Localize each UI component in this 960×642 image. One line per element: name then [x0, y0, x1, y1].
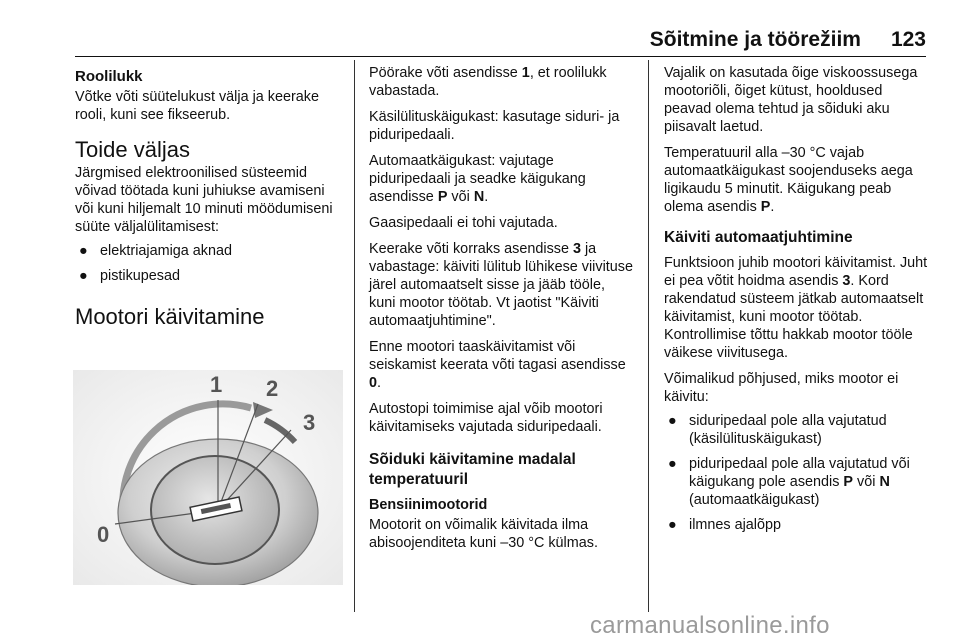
paragraph-bensiin: Mootorit on võimalik käivitada ilma abisoojenditeta kuni –30 °C külmas. [369, 517, 598, 551]
section-title-auto-start: Käiviti automaatjuhtimine [664, 229, 853, 246]
bullet-icon: ● [668, 413, 677, 429]
bullet-icon: ● [79, 243, 88, 259]
paragraph-turn-key: Pöörake võti asendisse 1, et roolilukk vabastada. [369, 65, 607, 99]
label-position-0: 0 [97, 522, 110, 547]
paragraph-autostop: Autostopi toimimise ajal võib mootori käivitamiseks vajutada siduripedaali. [369, 401, 603, 435]
label-position-1: 1 [210, 372, 223, 397]
paragraph-restart: Enne mootori taaskäivitamist või seiskamist keerata võti tagasi asendisse 0. [369, 339, 626, 391]
list-item: ● elektriajamiga aknad [79, 243, 232, 259]
column-divider-2 [648, 60, 649, 612]
column-divider-1 [354, 60, 355, 612]
column-2 [369, 64, 635, 560]
section-title-roolilukk: Roolilukk [75, 68, 143, 85]
bullet-list-reasons [664, 412, 930, 534]
column-3 [664, 64, 930, 542]
watermark: carmanualsonline.info [590, 612, 830, 639]
section-title-toide: Toide väljas [75, 137, 190, 162]
bullet-icon: ● [79, 268, 88, 284]
section-title-mootori: Mootori käivitamine [75, 304, 265, 329]
paragraph-toide: Järgmised elektroonilised süsteemid võivad töötada kuni juhiukse avamiseni või kuni hiljemalt 10 minuti möödumiseni süüte väljalülitamisest: [75, 165, 333, 235]
bullet-icon: ● [668, 456, 677, 472]
label-position-2: 2 [266, 376, 279, 401]
paragraph-manual: Käsilülituskäigukast: kasutage siduri- ja piduripedaali. [369, 109, 620, 143]
paragraph-reasons: Võimalikud põhjused, miks mootor ei käivitu: [664, 371, 899, 405]
paragraph-temperature: Temperatuuril alla –30 °C vajab automaatkäigukast soojenduseks aega ligikaudu 5 minutit. Käigukang peab olema asendis P. [664, 145, 913, 215]
subsection-title-bensiin: Bensiinimootorid [369, 497, 488, 513]
list-item: ● siduripedaal pole alla vajutatud (käsilülituskäigukast) [668, 413, 887, 447]
paragraph-accelerator: Gaasipedaali ei tohi vajutada. [369, 215, 558, 231]
ignition-switch-figure [73, 370, 343, 585]
column-1 [75, 64, 340, 331]
list-item: ● ilmnes ajalõpp [668, 517, 781, 533]
page-number: 123 [890, 28, 926, 51]
page-title: Sõitmine ja töörežiim [649, 28, 861, 51]
paragraph-auto-start: Funktsioon juhib mootori käivitamist. Juht ei pea võtit hoidma asendis 3. Kord rakendatud süsteem jätkab automaatselt käivitamist, kuni mootor töötab. Kontrollimise tõttu hakkab mootor tööle väikese viivitusega. [664, 255, 928, 361]
list-item: ● piduripedaal pole alla vajutatud või käigukang pole asendis P või N (automaatkäigukast) [668, 456, 910, 508]
bullet-icon: ● [668, 517, 677, 533]
bullet-list-toide [75, 242, 340, 285]
page-header [650, 28, 926, 56]
header-rule [75, 56, 926, 57]
label-position-3: 3 [303, 410, 316, 435]
paragraph-oil: Vajalik on kasutada õige viskoossusega mootoriõli, õiget kütust, hooldused peavad olema tehtud ja sõiduki aku piisavalt laetud. [664, 65, 918, 135]
paragraph-roolilukk: Võtke võti süütelukust välja ja keerake rooli, kuni see fikseerub. [75, 89, 319, 123]
list-item: ● pistikupesad [79, 268, 180, 284]
paragraph-start: Keerake võti korraks asendisse 3 ja vabastage: käiviti lülitub lühikese viivituse järel automaatselt sisse ja jääb tööle, kuni mootor töötab. Vt jaotist "Käiviti automaatjuhtimine". [369, 241, 633, 329]
section-title-low-temp: Sõiduki käivitamine madalal temperatuuril [369, 451, 576, 488]
paragraph-automatic: Automaatkäigukast: vajutage piduripedaali ja seadke käigukang asendisse P või N. [369, 153, 586, 205]
